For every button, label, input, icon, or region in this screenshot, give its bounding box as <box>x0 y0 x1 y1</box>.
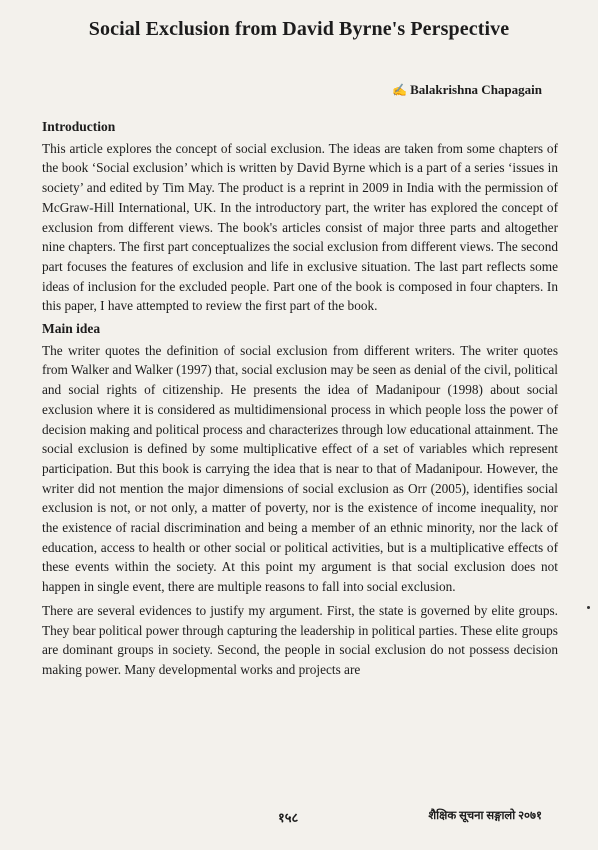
journal-name: शैक्षिक सूचना सङ्गालो २०७१ <box>428 810 542 822</box>
paragraph-main-idea-1: The writer quotes the definition of social exclusion from different writers. The writer quotes from Walker and Walker (1997) that, social exclusion may be seen as denial of the civil, political and social rights of citizenship. He presents the idea of Madanipour (1998) about social exclusion where it is considered as multidimensional process in which people loss the power of decision making and political process and characterizes through low educational attainment. The social exclusion is defined by some multiplicative effect of a set of variables which represent participation. But this book is carrying the idea that is near to that of Madanipour. However, the writer did not mention the major dimensions of social exclusion as Orr (2005), identifies social exclusion is not, or not only, a matter of poverty, nor is the existence of income inequality, nor the existence of racial discrimination and being a member of an ethnic minority, nor the lack of education, access to health or other social or political activities, but is a multiplicative effects of these events within the society. At this point my argument is that social exclusion does not happen in single event, there are multiple reasons to fall into social exclusion. <box>42 342 558 595</box>
pen-icon: ✍ <box>392 83 408 97</box>
article-body <box>42 117 558 680</box>
article-title: Social Exclusion from David Byrne's Perspective <box>88 18 510 40</box>
author-line <box>392 82 542 98</box>
paragraph-introduction: This article explores the concept of social exclusion. The ideas are taken from some chapters of the book ‘Social exclusion’ which is written by David Byrne which is a part of a series ‘issues in society’ and edited by Tim May. The product is a reprint in 2009 in India with the permission of McGraw-Hill International, UK. In the introductory part, the writer has explored the concept of exclusion from different views. The book's articles consist of major three parts and altogether nine chapters. The first part conceptualizes the social exclusion from different views. The second part focuses the features of exclusion and life in exclusive situation. The last part reflects some ideas of inclusion for the excluded people. Part one of the book is composed in four chapters. In this paper, I have attempted to review the first part of the book. <box>42 140 558 314</box>
section-heading-introduction: Introduction <box>42 119 116 134</box>
section-heading-main-idea: Main idea <box>42 321 101 337</box>
author-name: Balakrishna Chapagain <box>410 82 542 97</box>
page-number: १५८ <box>278 810 299 825</box>
margin-dot <box>587 606 590 609</box>
paragraph-main-idea-2: There are several evidences to justify my argument. First, the state is governed by elite groups. They bear political power through capturing the leadership in political parties. These elite groups are dominant groups in society. Second, the people in social exclusion do not possess decision making power. Many developmental works and projects are <box>42 602 558 677</box>
